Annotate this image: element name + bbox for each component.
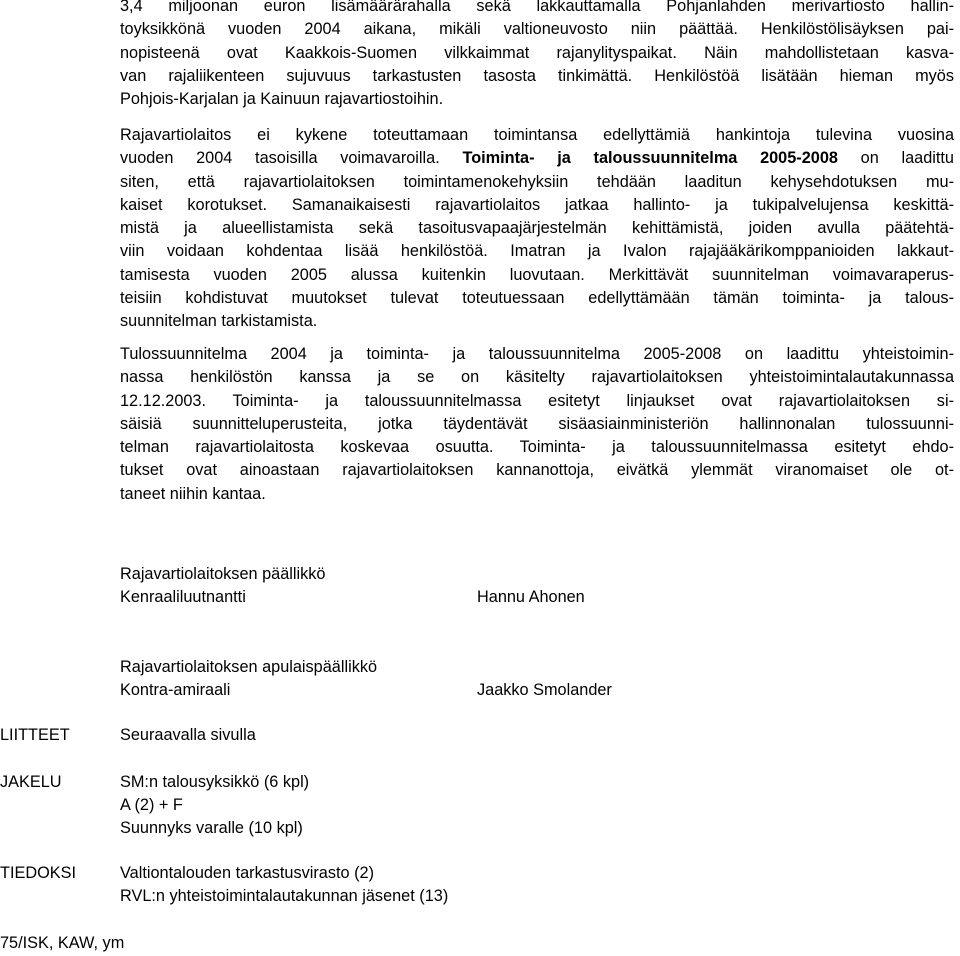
signer-title: Rajavartiolaitoksen apulaispäällikkö xyxy=(120,658,378,676)
for-information-item: RVL:n yhteistoimintalautakunnan jäsenet (13) xyxy=(120,887,449,905)
text-line: toyksikkönä vuoden 2004 aikana, mikäli valtioneuvosto niin päättää. Henkilöstölisäyksen pai- xyxy=(120,20,954,39)
text-line: tukset ovat ainoastaan rajavartiolaitoksen kannanottoja, eivätkä ylemmät viranomaiset ole ot- xyxy=(120,461,954,480)
text-line: 3,4 miljoonan euron lisämäärärahalla sekä lakkauttamalla Pohjanlahden merivartiosto hallin- xyxy=(120,0,954,15)
text-fragment: vuoden 2004 tasoisilla voimavaroilla. xyxy=(120,149,440,168)
paragraph-staffing xyxy=(120,0,954,111)
text-line: säisiä suunnitteluperusteita, jotka täydentävät sisäasiainministeriön hallinnonalan tulossuunni- xyxy=(120,414,954,433)
text-fragment: on laadittu xyxy=(860,149,954,168)
distribution-item: A (2) + F xyxy=(120,796,183,814)
text-line: teisiin kohdistuvat muutokset tulevat toteutuessaan edellyttämään tämän toiminta- ja talous- xyxy=(120,289,954,308)
distribution-label: JAKELU xyxy=(0,773,62,791)
distribution-item: SM:n talousyksikkö (6 kpl) xyxy=(120,773,310,791)
distribution-item: Suunnyks varalle (10 kpl) xyxy=(120,819,303,837)
bold-plan-title: Toiminta- ja taloussuunnitelma 2005-2008 xyxy=(462,149,838,168)
attachments-value: Seuraavalla sivulla xyxy=(120,726,256,744)
text-line-mixed xyxy=(120,147,954,170)
signer-rank: Kontra-amiraali xyxy=(120,681,231,699)
attachments-label: LIITTEET xyxy=(0,726,70,744)
paragraph-cooperation xyxy=(120,343,954,506)
signer-name: Jaakko Smolander xyxy=(477,681,612,699)
text-line: nopisteenä ovat Kaakkois-Suomen vilkkaimmat rajanylityspaikat. Näin mahdollistetaan kasva- xyxy=(120,43,954,62)
for-information-label: TIEDOKSI xyxy=(0,864,76,882)
text-line: taneet niihin kantaa. xyxy=(120,484,266,503)
text-line: siten, että rajavartiolaitoksen toimintamenokehyksiin tehdään laaditun kehysehdotuksen mu- xyxy=(120,172,954,191)
document-reference: 75/ISK, KAW, ym xyxy=(0,934,125,952)
text-line: tamisesta vuoden 2005 alussa kuitenkin luovutaan. Merkittävät suunnitelman voimavaraperus- xyxy=(120,265,954,284)
text-line: 12.12.2003. Toiminta- ja taloussuunnitelmassa esitetyt linjaukset ovat rajavartiolaitoksen si- xyxy=(120,391,954,410)
text-line: van rajaliikenteen sujuvuus tarkastusten tasosta tinkimättä. Henkilöstöä lisätään hieman myös xyxy=(120,66,954,85)
text-line: Rajavartiolaitos ei kykene toteuttamaan toimintansa edellyttämiä hankintoja tulevina vuosina xyxy=(120,126,954,144)
text-line: Tulossuunnitelma 2004 ja toiminta- ja taloussuunnitelma 2005-2008 on laadittu yhteistoimin- xyxy=(120,345,954,363)
text-line: mistä ja alueellistamista sekä tasoitusvapaajärjestelmän kehittämistä, joiden avulla päätehtä- xyxy=(120,219,954,238)
text-line: telman rajavartiolaitosta koskevaa osuutta. Toiminta- ja taloussuunnitelmassa esitetyt ehdo- xyxy=(120,438,954,457)
text-line: nassa henkilöstön kanssa ja se on käsitelty rajavartiolaitoksen yhteistoimintalautakunnassa xyxy=(120,368,954,387)
signer-title: Rajavartiolaitoksen päällikkö xyxy=(120,565,326,583)
text-line: Pohjois-Karjalan ja Kainuun rajavartiostoihin. xyxy=(120,90,444,109)
text-line: suunnitelman tarkistamista. xyxy=(120,312,318,331)
for-information-item: Valtiontalouden tarkastusvirasto (2) xyxy=(120,864,374,882)
signer-name: Hannu Ahonen xyxy=(477,588,585,606)
paragraph-resources xyxy=(120,124,954,334)
text-line: viin voidaan kohdentaa lisää henkilöstöä. Imatran ja Ivalon rajajääkärikomppanioiden lakkaut- xyxy=(120,242,954,261)
signer-rank: Kenraaliluutnantti xyxy=(120,588,246,606)
text-line: kaiset korotukset. Samanaikaisesti rajavartiolaitos jatkaa hallinto- ja tukipalvelujensa keskittä- xyxy=(120,195,954,214)
